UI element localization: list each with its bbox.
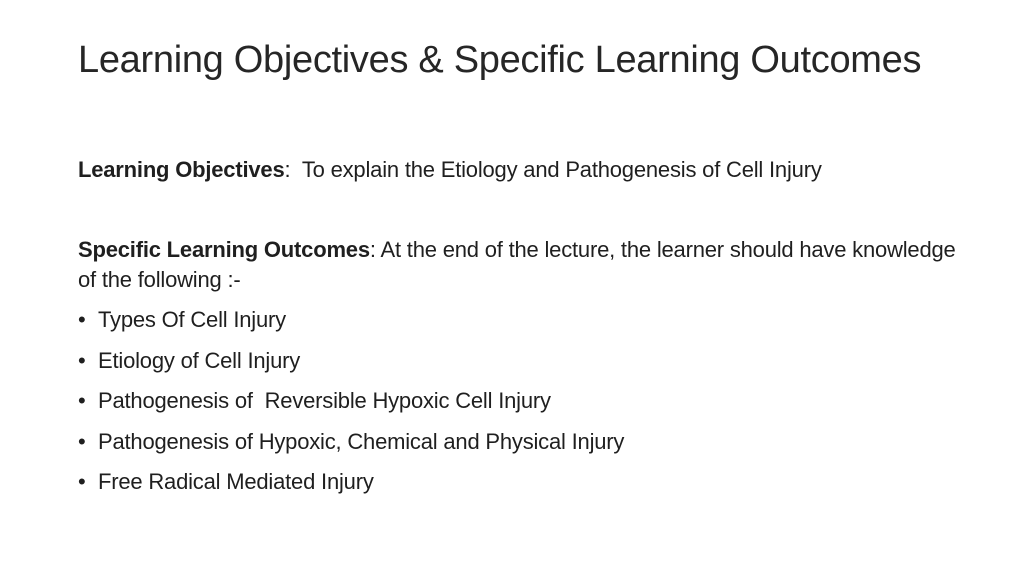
slide-body xyxy=(78,155,962,508)
bullet-icon: • xyxy=(78,469,86,494)
bullet-icon: • xyxy=(78,428,86,454)
list-item xyxy=(78,467,958,497)
list-item xyxy=(78,386,958,416)
specific-outcomes-text: At the end of the lecture, the learner should have knowledge of the following :- xyxy=(78,237,962,292)
learning-objectives-label: Learning Objectives xyxy=(78,157,285,182)
outcomes-bullet-list xyxy=(78,305,958,497)
specific-outcomes-paragraph xyxy=(78,235,962,295)
learning-objectives-paragraph xyxy=(78,155,958,185)
bullet-icon: • xyxy=(78,347,86,373)
slide-title: Learning Objectives & Specific Learning Outcomes xyxy=(78,39,922,81)
list-item-text: Etiology of Cell Injury xyxy=(98,347,301,373)
bullet-icon: • xyxy=(78,307,86,332)
list-item xyxy=(78,427,958,457)
specific-outcomes-separator: : xyxy=(369,237,376,262)
specific-outcomes-label: Specific Learning Outcomes xyxy=(78,237,370,262)
learning-objectives-separator: : xyxy=(284,157,291,182)
bullet-icon: • xyxy=(78,388,86,413)
list-item xyxy=(78,346,958,376)
list-item xyxy=(78,305,958,335)
list-item-text: Pathogenesis of Hypoxic, Chemical and Physical Injury xyxy=(98,428,625,454)
list-item-text: Types Of Cell Injury xyxy=(98,307,286,332)
list-item-text: Pathogenesis of Reversible Hypoxic Cell Injury xyxy=(98,388,551,413)
list-item-text: Free Radical Mediated Injury xyxy=(98,469,374,494)
learning-objectives-text: To explain the Etiology and Pathogenesis of Cell Injury xyxy=(290,157,822,182)
